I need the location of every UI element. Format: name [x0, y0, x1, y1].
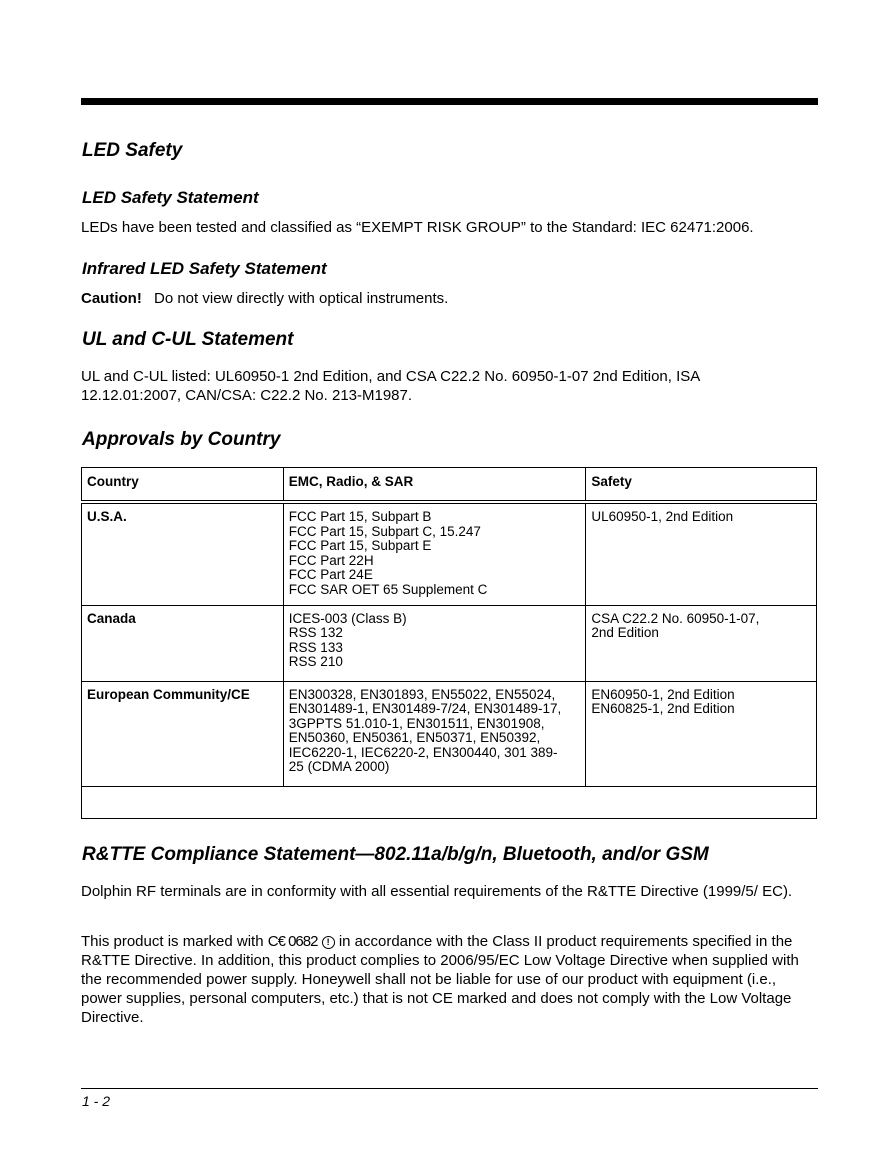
emc-line: FCC Part 15, Subpart B — [288, 509, 432, 524]
footer-rule — [81, 1088, 818, 1089]
safety-line: EN60825-1, 2nd Edition — [591, 701, 735, 716]
header-country: Country — [82, 468, 284, 503]
emc-line: 3GPPTS 51.010-1, EN301511, EN301908, — [288, 715, 545, 731]
emc-line: FCC Part 15, Subpart C, 15.247 — [288, 523, 481, 539]
rtte-text-before: This product is marked with — [81, 933, 264, 950]
table-empty-row — [82, 786, 817, 818]
country-cell: Canada — [82, 605, 284, 681]
led-safety-statement-heading: LED Safety Statement — [82, 188, 259, 207]
table-row — [82, 605, 817, 681]
emc-cell — [283, 605, 586, 681]
emc-line: EN50360, EN50361, EN50371, EN50392, — [288, 730, 541, 745]
led-safety-heading: LED Safety — [82, 140, 183, 161]
rtte-heading: R&TTE Compliance Statement—802.11a/b/g/n, Bluetooth, and/or GSM — [82, 844, 709, 865]
rtte-text-after: in accordance with the Class II product requirements specified in the R&TTE Directive. In addition, this product complies to 2006/95/EC Low Voltage Directive when supplied with the recommended power supply. Honeywell shall not be liable for use of our product with equipment (i.e., power supplies, personal computers, etc.) that is not CE marked and does not comply with the Low Voltage Directive. — [81, 933, 799, 1026]
led-safety-statement-text: LEDs have been tested and classified as “EXEMPT RISK GROUP” to the Standard: IEC 62471:2006. — [81, 219, 754, 236]
caution-label: Caution! — [81, 290, 142, 307]
table-row — [82, 502, 817, 605]
safety-line: EN60950-1, 2nd Edition — [591, 686, 735, 702]
caution-text: Do not view directly with optical instruments. — [154, 290, 449, 307]
header-safety: Safety — [586, 468, 817, 503]
safety-line: CSA C22.2 No. 60950-1-07, — [591, 610, 760, 626]
emc-line: FCC Part 22H — [288, 552, 374, 568]
page-number: 1 - 2 — [82, 1093, 111, 1109]
table-row — [82, 681, 817, 786]
ul-heading: UL and C-UL Statement — [82, 329, 294, 350]
approvals-table — [81, 467, 817, 819]
emc-line: EN300328, EN301893, EN55022, EN55024, — [288, 686, 556, 702]
emc-line: RSS 210 — [288, 654, 343, 669]
infrared-led-heading: Infrared LED Safety Statement — [82, 259, 327, 278]
emc-line: 25 (CDMA 2000) — [288, 759, 390, 774]
approvals-heading: Approvals by Country — [82, 429, 281, 450]
emc-line: ICES-003 (Class B) — [288, 610, 407, 626]
emc-line: FCC Part 15, Subpart E — [288, 538, 432, 553]
top-rule — [81, 98, 818, 105]
ce-mark-icon: C€ 0682 — [267, 933, 318, 950]
alert-mark-icon: ! — [322, 936, 335, 949]
table-header-row — [82, 468, 817, 503]
country-cell: U.S.A. — [82, 502, 284, 605]
emc-line: FCC SAR OET 65 Supplement C — [288, 581, 488, 597]
safety-line: 2nd Edition — [591, 625, 659, 640]
emc-line: IEC6220-1, IEC6220-2, EN300440, 301 389- — [288, 744, 558, 760]
rtte-paragraph-1: Dolphin RF terminals are in conformity with all essential requirements of the R&TTE Directive (1999/5/ EC). — [81, 883, 793, 900]
ul-text: UL and C-UL listed: UL60950-1 2nd Edition, and CSA C22.2 No. 60950-1-07 2nd Edition, ISA 12.12.01:2007, CAN/CSA: C22.2 No. 213-M1987. — [81, 368, 700, 404]
emc-line: FCC Part 24E — [288, 567, 373, 582]
header-emc: EMC, Radio, & SAR — [283, 468, 586, 503]
emc-line: RSS 132 — [288, 625, 343, 640]
rtte-paragraph-2 — [81, 932, 821, 1027]
emc-cell — [283, 502, 586, 605]
country-cell: European Community/CE — [82, 681, 284, 786]
emc-line: RSS 133 — [288, 639, 343, 655]
safety-line: UL60950-1, 2nd Edition — [591, 509, 734, 524]
emc-cell — [283, 681, 586, 786]
safety-cell — [586, 681, 817, 786]
safety-cell — [586, 605, 817, 681]
safety-cell — [586, 502, 817, 605]
empty-cell — [82, 786, 817, 818]
emc-line: EN301489-1, EN301489-7/24, EN301489-17, — [288, 701, 562, 716]
caution-paragraph — [81, 289, 821, 308]
